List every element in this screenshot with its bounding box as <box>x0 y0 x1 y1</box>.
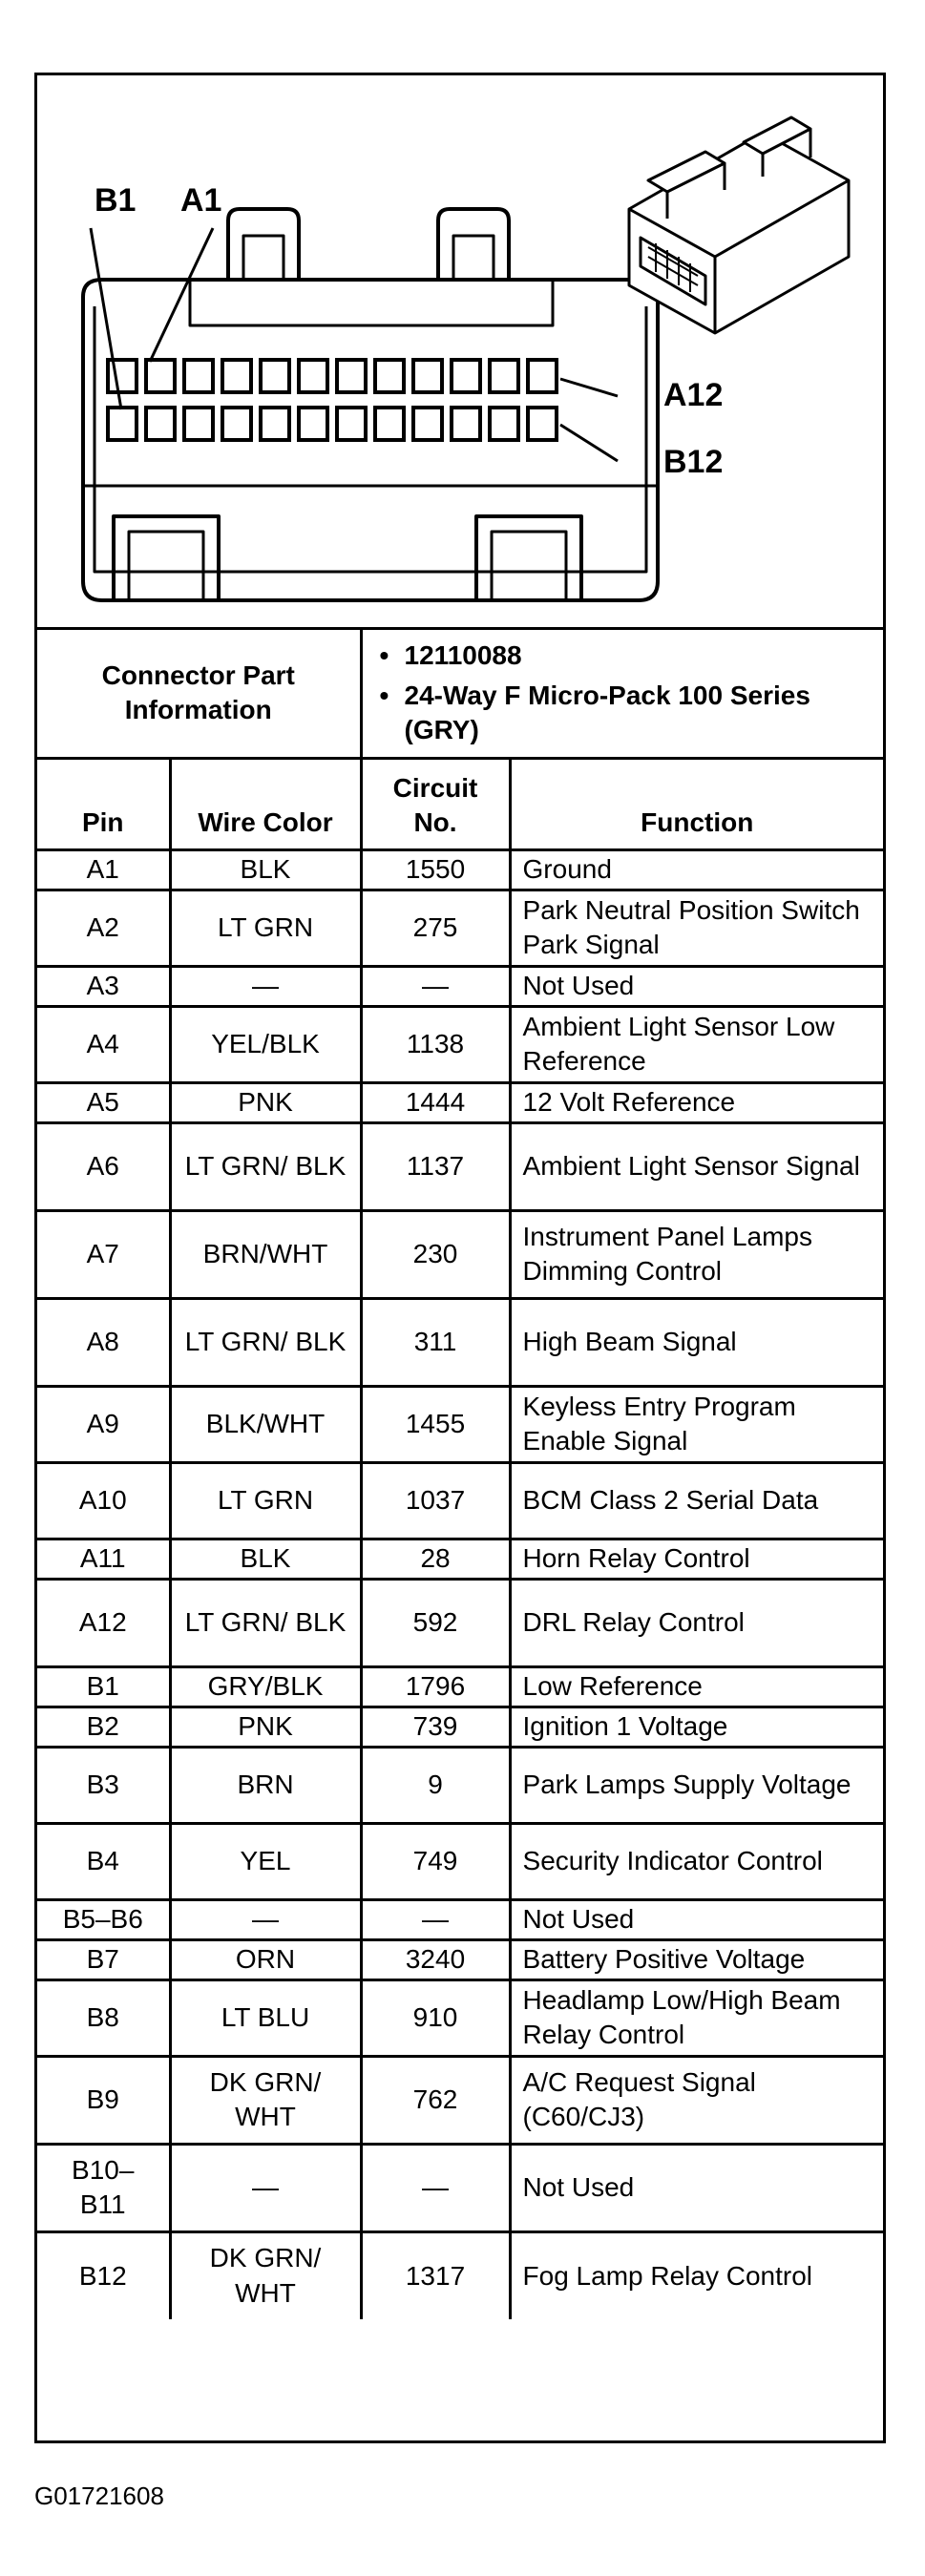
circuit-cell: 762 <box>361 2056 510 2144</box>
circuit-cell: — <box>361 2144 510 2231</box>
connector-info-list <box>361 630 883 758</box>
circuit-cell: 275 <box>361 890 510 966</box>
header-function: Function <box>510 758 883 849</box>
table-row <box>37 1539 883 1579</box>
pin-cell: B3 <box>37 1747 170 1823</box>
function-cell: Security Indicator Control <box>510 1823 883 1899</box>
circuit-cell: 311 <box>361 1298 510 1386</box>
wire-color-cell: ORN <box>170 1939 361 1979</box>
wire-color-cell: — <box>170 2144 361 2231</box>
pin-cell: B7 <box>37 1939 170 1979</box>
wire-color-cell: BLK/WHT <box>170 1386 361 1462</box>
function-cell: Low Reference <box>510 1666 883 1707</box>
wire-color-cell: BRN/WHT <box>170 1210 361 1298</box>
wire-color-cell: YEL <box>170 1823 361 1899</box>
function-cell: Park Lamps Supply Voltage <box>510 1747 883 1823</box>
pin-cell: A6 <box>37 1122 170 1210</box>
connector-description: 24-Way F Micro-Pack 100 Series (GRY) <box>404 681 810 745</box>
figure-code: G01721608 <box>34 2482 164 2510</box>
connector-info-item: • 12110088 <box>380 639 874 673</box>
wire-color-cell: LT GRN <box>170 890 361 966</box>
function-cell: Keyless Entry Program Enable Signal <box>510 1386 883 1462</box>
circuit-cell: 230 <box>361 1210 510 1298</box>
table-row <box>37 1462 883 1539</box>
function-cell: Not Used <box>510 1899 883 1939</box>
part-number: 12110088 <box>404 639 522 670</box>
function-cell: Ambient Light Sensor Low Reference <box>510 1006 883 1082</box>
wire-color-cell: YEL/BLK <box>170 1006 361 1082</box>
connector-info-row <box>37 630 883 758</box>
circuit-cell: 3240 <box>361 1939 510 1979</box>
table-row <box>37 1210 883 1298</box>
pin-cell: A1 <box>37 849 170 890</box>
circuit-cell: 1137 <box>361 1122 510 1210</box>
pin-cell: A7 <box>37 1210 170 1298</box>
table-row <box>37 1122 883 1210</box>
wire-color-cell: BLK <box>170 849 361 890</box>
function-cell: 12 Volt Reference <box>510 1082 883 1122</box>
table-row <box>37 849 883 890</box>
wire-color-cell: LT BLU <box>170 1979 361 2056</box>
table-row <box>37 966 883 1006</box>
label-a12: A12 <box>663 377 724 413</box>
pin-cell: A3 <box>37 966 170 1006</box>
pin-cell: B8 <box>37 1979 170 2056</box>
wire-color-cell: GRY/BLK <box>170 1666 361 1707</box>
wire-color-cell: BRN <box>170 1747 361 1823</box>
circuit-cell: 749 <box>361 1823 510 1899</box>
pin-cell: A2 <box>37 890 170 966</box>
table-row <box>37 1298 883 1386</box>
wire-color-cell: LT GRN/ BLK <box>170 1298 361 1386</box>
header-circuit-no: Circuit No. <box>361 758 510 849</box>
circuit-cell: 1037 <box>361 1462 510 1539</box>
pin-cell: B12 <box>37 2231 170 2319</box>
connector-diagram <box>37 75 883 630</box>
circuit-cell: 1455 <box>361 1386 510 1462</box>
connector-figure <box>34 73 886 2443</box>
pin-cell: A10 <box>37 1462 170 1539</box>
circuit-cell: 1796 <box>361 1666 510 1707</box>
wire-color-cell: — <box>170 1899 361 1939</box>
label-a1: A1 <box>180 182 222 219</box>
circuit-cell: 28 <box>361 1539 510 1579</box>
circuit-cell: 1444 <box>361 1082 510 1122</box>
function-cell: High Beam Signal <box>510 1298 883 1386</box>
table-row <box>37 1666 883 1707</box>
table-row <box>37 2056 883 2144</box>
table-row <box>37 1747 883 1823</box>
connector-info-heading: Connector Part Information <box>37 630 361 758</box>
function-cell: Park Neutral Position Switch Park Signal <box>510 890 883 966</box>
function-cell: Ambient Light Sensor Signal <box>510 1122 883 1210</box>
circuit-cell: 1138 <box>361 1006 510 1082</box>
pin-cell: B2 <box>37 1707 170 1747</box>
table-row <box>37 2144 883 2231</box>
pin-cell: B9 <box>37 2056 170 2144</box>
table-row <box>37 2231 883 2319</box>
pin-cell: A9 <box>37 1386 170 1462</box>
circuit-cell: 1550 <box>361 849 510 890</box>
table-row <box>37 1939 883 1979</box>
table-row <box>37 1082 883 1122</box>
pin-cell: A4 <box>37 1006 170 1082</box>
wire-color-cell: PNK <box>170 1707 361 1747</box>
wire-color-cell: — <box>170 966 361 1006</box>
circuit-cell: 9 <box>361 1747 510 1823</box>
table-row <box>37 1899 883 1939</box>
table-header-row <box>37 758 883 849</box>
pin-cell: A8 <box>37 1298 170 1386</box>
circuit-cell: — <box>361 1899 510 1939</box>
header-pin: Pin <box>37 758 170 849</box>
wire-color-cell: BLK <box>170 1539 361 1579</box>
function-cell: Not Used <box>510 2144 883 2231</box>
function-cell: Fog Lamp Relay Control <box>510 2231 883 2319</box>
header-wire-color: Wire Color <box>170 758 361 849</box>
pin-cell: B4 <box>37 1823 170 1899</box>
function-cell: Horn Relay Control <box>510 1539 883 1579</box>
circuit-cell: 592 <box>361 1579 510 1666</box>
pin-cell: A5 <box>37 1082 170 1122</box>
function-cell: Ground <box>510 849 883 890</box>
function-cell: BCM Class 2 Serial Data <box>510 1462 883 1539</box>
pin-cell: A11 <box>37 1539 170 1579</box>
wire-color-cell: LT GRN/ BLK <box>170 1122 361 1210</box>
function-cell: Headlamp Low/High Beam Relay Control <box>510 1979 883 2056</box>
wire-color-cell: LT GRN/ BLK <box>170 1579 361 1666</box>
table-row <box>37 1006 883 1082</box>
circuit-cell: 1317 <box>361 2231 510 2319</box>
table-row <box>37 1979 883 2056</box>
pin-cell: B1 <box>37 1666 170 1707</box>
function-cell: Ignition 1 Voltage <box>510 1707 883 1747</box>
connector-info-item: • 24-Way F Micro-Pack 100 Series (GRY) <box>380 679 874 748</box>
table-row <box>37 1579 883 1666</box>
function-cell: DRL Relay Control <box>510 1579 883 1666</box>
wire-color-cell: DK GRN/ WHT <box>170 2056 361 2144</box>
table-row <box>37 1386 883 1462</box>
table-row <box>37 890 883 966</box>
connector-face-drawing <box>37 75 883 627</box>
pinout-table <box>37 630 883 2319</box>
table-row <box>37 1707 883 1747</box>
label-b1: B1 <box>95 182 137 219</box>
function-cell: Instrument Panel Lamps Dimming Control <box>510 1210 883 1298</box>
circuit-cell: 739 <box>361 1707 510 1747</box>
wire-color-cell: DK GRN/ WHT <box>170 2231 361 2319</box>
wire-color-cell: LT GRN <box>170 1462 361 1539</box>
function-cell: A/C Request Signal (C60/CJ3) <box>510 2056 883 2144</box>
wire-color-cell: PNK <box>170 1082 361 1122</box>
function-cell: Battery Positive Voltage <box>510 1939 883 1979</box>
pin-cell: A12 <box>37 1579 170 1666</box>
function-cell: Not Used <box>510 966 883 1006</box>
circuit-cell: 910 <box>361 1979 510 2056</box>
pin-cell: B10– B11 <box>37 2144 170 2231</box>
table-row <box>37 1823 883 1899</box>
pin-cell: B5–B6 <box>37 1899 170 1939</box>
circuit-cell: — <box>361 966 510 1006</box>
label-b12: B12 <box>663 444 724 480</box>
